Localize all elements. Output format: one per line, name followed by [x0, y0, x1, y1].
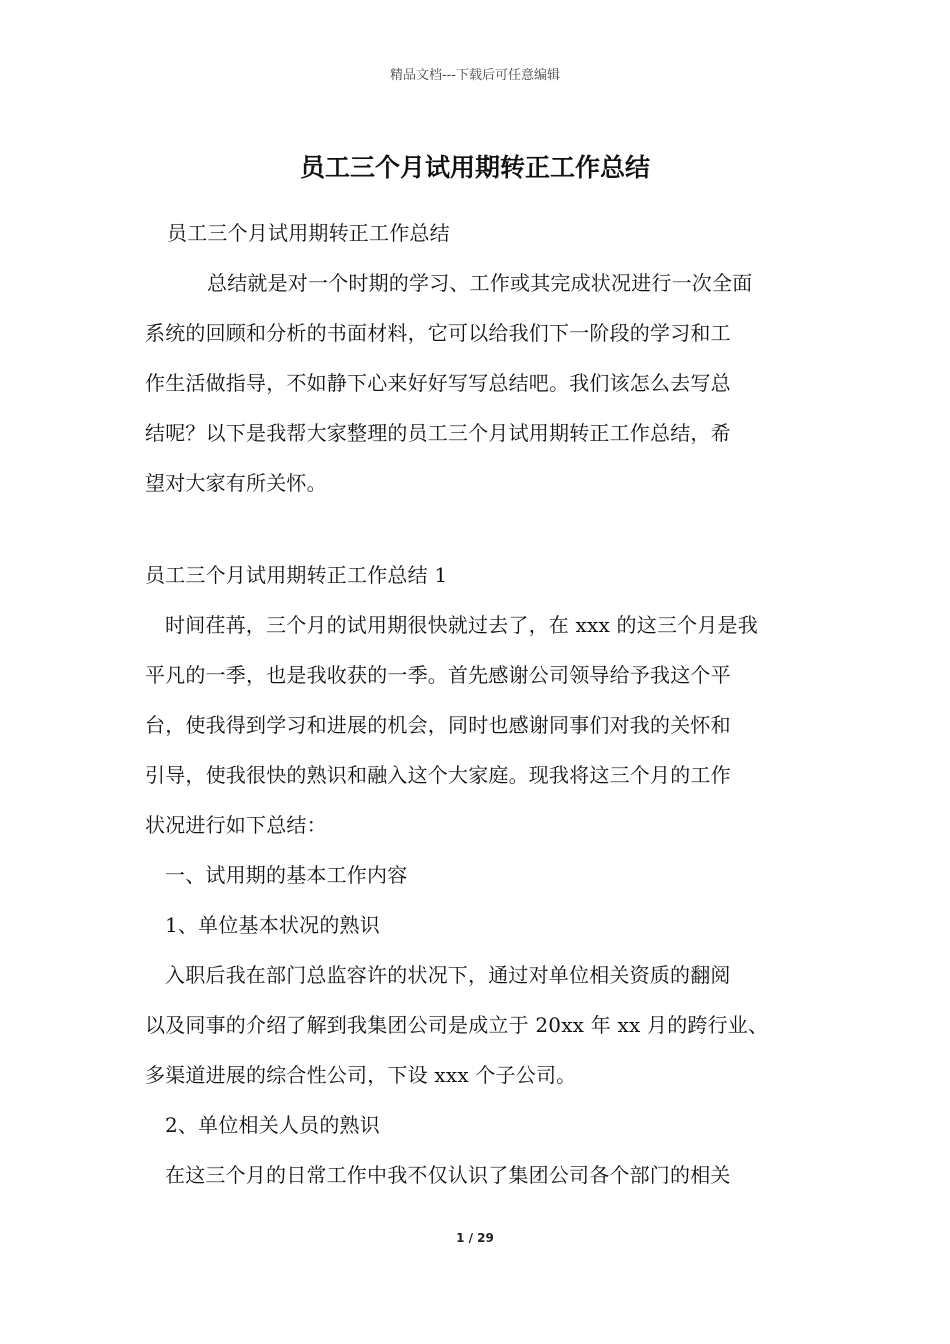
- paragraph-line: 状况进行如下总结：: [145, 813, 327, 837]
- subtitle: 员工三个月试用期转正工作总结: [167, 221, 450, 245]
- heading-basic-work: 一、试用期的基本工作内容: [165, 863, 408, 887]
- paragraph-line: 在这三个月的日常工作中我不仅认识了集团公司各个部门的相关: [165, 1163, 731, 1187]
- intro-line: 结呢？以下是我帮大家整理的员工三个月试用期转正工作总结，希: [145, 421, 731, 445]
- intro-line: 作生活做指导，不如静下心来好好写写总结吧。我们该怎么去写总: [145, 371, 731, 395]
- paragraph-gap: [145, 508, 805, 550]
- paragraph-line: 时间荏苒，三个月的试用期很快就过去了，在 xxx 的这三个月是我: [165, 613, 758, 637]
- intro-line: 系统的回顾和分析的书面材料，它可以给我们下一阶段的学习和工: [145, 321, 731, 345]
- paragraph-line: 多渠道进展的综合性公司，下设 xxx 个子公司。: [145, 1063, 577, 1087]
- paragraph-line: 以及同事的介绍了解到我集团公司是成立于 20xx 年 xx 月的跨行业、: [145, 1013, 769, 1037]
- section-heading: 员工三个月试用期转正工作总结 1: [145, 563, 448, 587]
- paragraph-line: 引导，使我很快的熟识和融入这个大家庭。现我将这三个月的工作: [145, 763, 731, 787]
- paragraph-line: 入职后我在部门总监容许的状况下，通过对单位相关资质的翻阅: [165, 963, 731, 987]
- document-title: 员工三个月试用期转正工作总结: [299, 153, 650, 182]
- page-header: 精品文档---下载后可任意编辑: [389, 68, 561, 83]
- document-body: [145, 208, 805, 1200]
- intro-line: 望对大家有所关怀。: [145, 471, 327, 495]
- paragraph-line: 平凡的一季，也是我收获的一季。首先感谢公司领导给予我这个平: [145, 663, 731, 687]
- page-number: 1 / 29: [456, 1231, 494, 1245]
- subheading-related-staff: 2、单位相关人员的熟识: [165, 1113, 380, 1137]
- subheading-unit-situation: 1、单位基本状况的熟识: [165, 913, 380, 937]
- intro-line: 总结就是对一个时期的学习、工作或其完成状况进行一次全面: [207, 271, 753, 295]
- paragraph-line: 台，使我得到学习和进展的机会，同时也感谢同事们对我的关怀和: [145, 713, 731, 737]
